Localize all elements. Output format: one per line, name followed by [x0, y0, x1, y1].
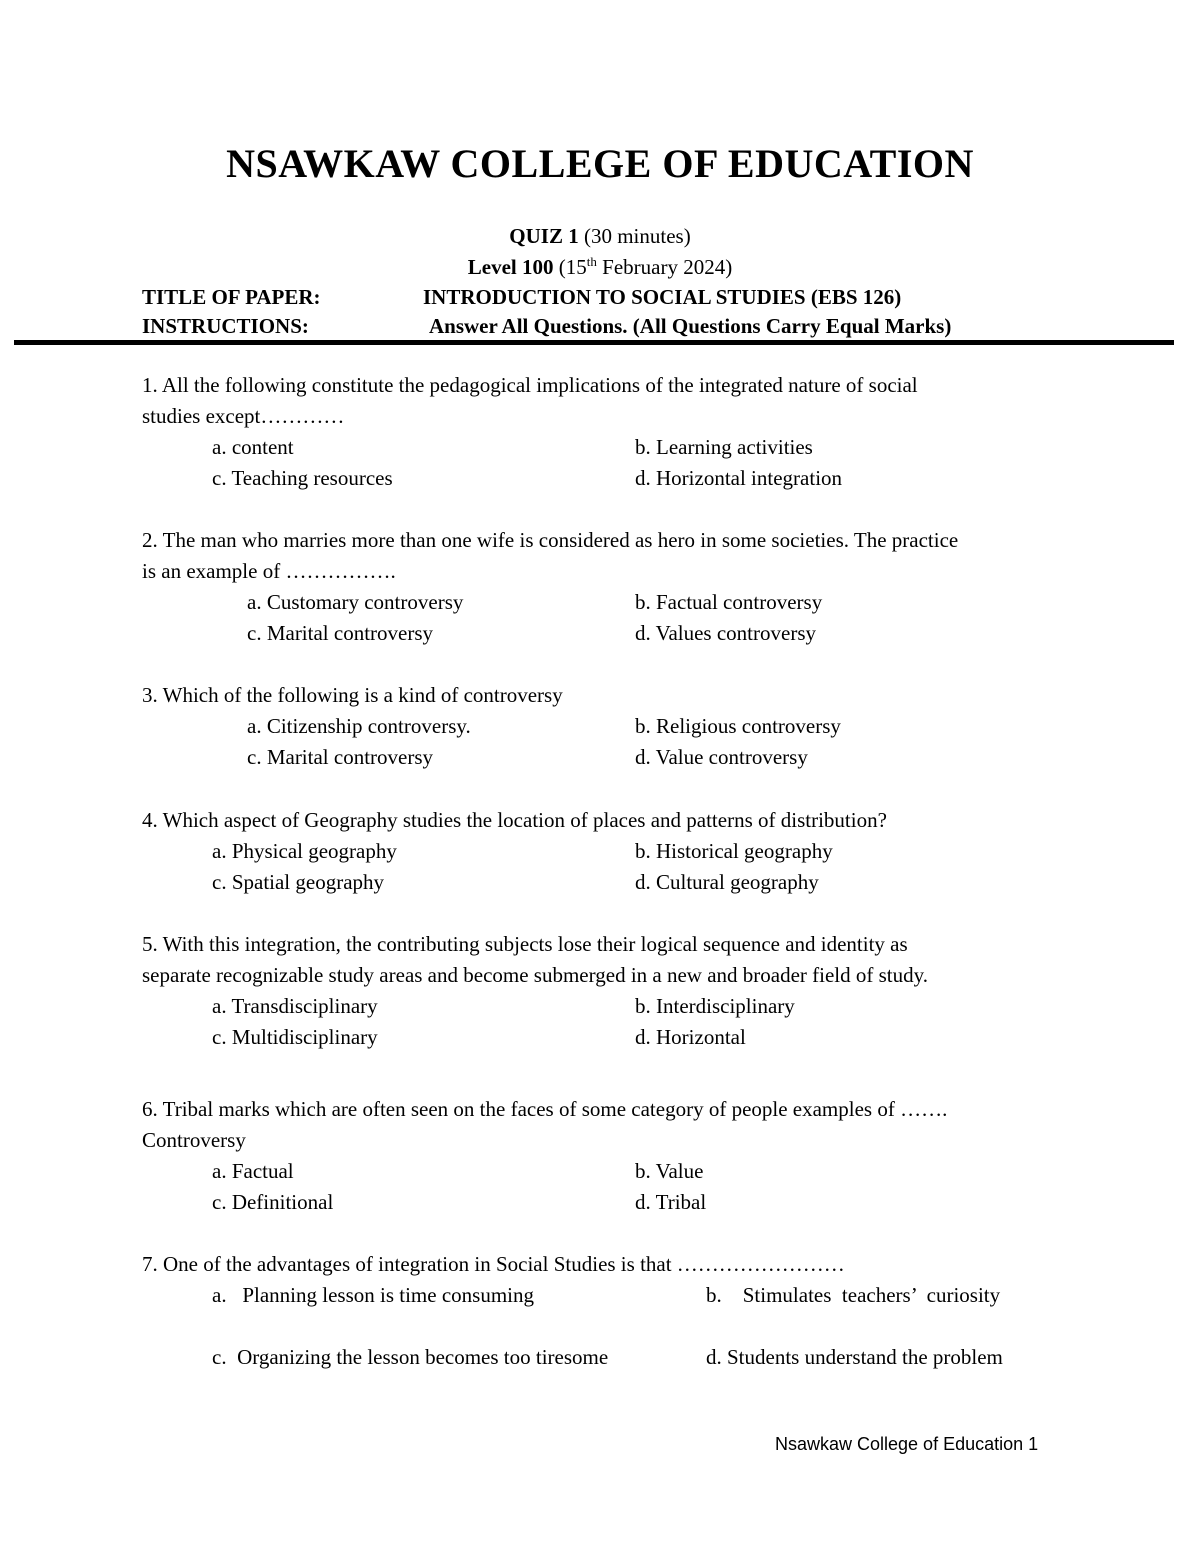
q2-option-c: c. Marital controversy	[247, 621, 434, 645]
q7-option-d: d. Students understand the problem	[706, 1345, 1003, 1369]
q3-option-d: d. Value controversy	[635, 745, 808, 769]
level-label: Level 100	[467, 255, 554, 279]
question-7-line1: 7. One of the advantages of integration in Social Studies is that ……………………	[142, 1252, 845, 1276]
q1-option-a: a. content	[212, 435, 294, 459]
q4-option-c: c. Spatial geography	[212, 870, 385, 894]
q1-option-c: c. Teaching resources	[212, 466, 393, 490]
date-sup: th	[586, 254, 597, 269]
quiz-label: QUIZ 1	[509, 224, 579, 248]
q6-option-d: d. Tribal	[635, 1190, 707, 1214]
q4-option-a: a. Physical geography	[212, 839, 397, 863]
q6-option-c: c. Definitional	[212, 1190, 334, 1214]
q3-option-c: c. Marital controversy	[247, 745, 434, 769]
question-5-line1: 5. With this integration, the contributing subjects lose their logical sequence and identity as	[142, 932, 908, 956]
q4-option-d: d. Cultural geography	[635, 870, 819, 894]
quiz-duration: (30 minutes)	[583, 224, 691, 248]
q5-option-d: d. Horizontal	[635, 1025, 746, 1049]
q3-option-a: a. Citizenship controversy.	[247, 714, 471, 738]
q5-option-a: a. Transdisciplinary	[212, 994, 378, 1018]
q1-option-d: d. Horizontal integration	[635, 466, 843, 490]
question-6-line1: 6. Tribal marks which are often seen on the faces of some category of people examples of …….	[142, 1097, 948, 1121]
question-1-line2: studies except…………	[142, 404, 345, 428]
q7-option-c: c. Organizing the lesson becomes too tiresome	[212, 1345, 609, 1369]
q2-option-a: a. Customary controversy	[247, 590, 464, 614]
title-value: INTRODUCTION TO SOCIAL STUDIES (EBS 126)	[423, 285, 902, 309]
instructions-value: Answer All Questions. (All Questions Carry Equal Marks)	[429, 314, 952, 338]
q6-option-a: a. Factual	[212, 1159, 294, 1183]
level-line	[0, 254, 1200, 280]
q5-option-b: b. Interdisciplinary	[635, 994, 795, 1018]
q2-option-d: d. Values controversy	[635, 621, 816, 645]
instructions-key: INSTRUCTIONS:	[142, 314, 309, 338]
question-2-line2: is an example of …………….	[142, 559, 396, 583]
page-title: NSAWKAW COLLEGE OF EDUCATION	[226, 141, 974, 186]
header-rule	[14, 340, 1174, 345]
q7-option-b: b. Stimulates teachers’ curiosity	[706, 1283, 1001, 1307]
question-5-line2: separate recognizable study areas and become submerged in a new and broader field of study.	[142, 963, 929, 987]
date-open: (15	[558, 255, 587, 279]
question-6-line2: Controversy	[142, 1128, 246, 1152]
q2-option-b: b. Factual controversy	[635, 590, 823, 614]
question-4-line1: 4. Which aspect of Geography studies the location of places and patterns of distribution?	[142, 808, 887, 832]
page-footer: Nsawkaw College of Education 1	[775, 1434, 1039, 1454]
quiz-line	[0, 224, 1200, 249]
q7-option-a: a. Planning lesson is time consuming	[212, 1283, 534, 1307]
q3-option-b: b. Religious controversy	[635, 714, 841, 738]
q4-option-b: b. Historical geography	[635, 839, 833, 863]
question-3-line1: 3. Which of the following is a kind of controversy	[142, 683, 563, 707]
q5-option-c: c. Multidisciplinary	[212, 1025, 378, 1049]
q1-option-b: b. Learning activities	[635, 435, 813, 459]
title-key: TITLE OF PAPER:	[142, 285, 321, 309]
question-2-line1: 2. The man who marries more than one wife is considered as hero in some societies. The practice	[142, 528, 959, 552]
q6-option-b: b. Value	[635, 1159, 704, 1183]
date-close: February 2024)	[596, 255, 733, 279]
question-1-line1: 1. All the following constitute the pedagogical implications of the integrated nature of social	[142, 373, 918, 397]
